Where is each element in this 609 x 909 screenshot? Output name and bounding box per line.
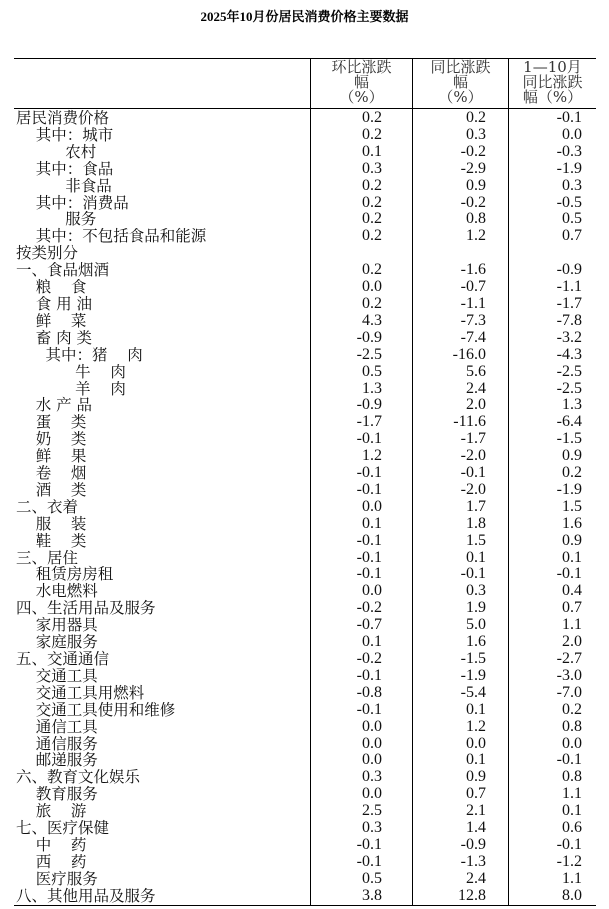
table-row — [14, 195, 596, 212]
row-label: 按类别分 — [16, 244, 79, 263]
table-row — [14, 651, 596, 668]
header-ytd-line: 幅（%） — [522, 88, 583, 106]
ytd-value: 0.7 — [562, 227, 582, 245]
yoy-value: -2.0 — [460, 480, 486, 498]
table-row — [14, 431, 596, 448]
row-label: 鞋 类 — [16, 531, 87, 550]
row-label: 其中：城市 — [16, 125, 114, 144]
row-label: 七、医疗保健 — [16, 819, 110, 838]
yoy-value: 5.0 — [466, 616, 486, 634]
mom-value: 0.2 — [362, 125, 382, 143]
mom-value: 0.2 — [362, 227, 382, 245]
mom-value: 0.0 — [362, 717, 382, 735]
table-row — [14, 414, 596, 431]
yoy-value: 2.4 — [466, 869, 486, 887]
row-label: 农村 — [16, 142, 97, 161]
table-row — [14, 211, 596, 228]
yoy-value: 0.1 — [466, 548, 486, 566]
mom-value: -0.1 — [356, 700, 382, 718]
ytd-value: -1.1 — [556, 278, 582, 296]
table-row — [14, 330, 596, 347]
table-row — [14, 550, 596, 567]
yoy-value: 0.2 — [466, 109, 486, 126]
ytd-value: 1.1 — [562, 869, 582, 887]
row-label: 五、交通通信 — [16, 650, 110, 668]
header-yoy-line: 同比涨跌 — [430, 58, 491, 76]
yoy-value: -2.9 — [460, 159, 486, 177]
yoy-value: 12.8 — [458, 886, 486, 904]
mom-value: -0.8 — [356, 683, 382, 701]
yoy-value: -2.0 — [460, 447, 486, 465]
row-label: 教育服务 — [16, 785, 98, 804]
mom-value: -0.9 — [356, 328, 382, 346]
table-row — [14, 296, 596, 313]
mom-value: -0.1 — [356, 430, 382, 448]
ytd-value: -1.2 — [556, 852, 582, 870]
row-label: 四、生活用品及服务 — [16, 599, 156, 618]
ytd-value: -0.5 — [556, 193, 582, 211]
row-label: 奶 类 — [16, 430, 87, 449]
row-label: 酒 类 — [16, 480, 87, 499]
table-row — [14, 583, 596, 600]
mom-value: -0.9 — [356, 396, 382, 414]
ytd-value: 0.2 — [562, 464, 582, 482]
row-label: 旅 游 — [16, 802, 87, 821]
table-row — [14, 752, 596, 769]
yoy-value: 2.0 — [466, 396, 486, 414]
table-row — [14, 161, 596, 178]
yoy-value: 0.9 — [466, 176, 486, 194]
mom-value: -0.1 — [356, 480, 382, 498]
yoy-value: 0.1 — [466, 751, 486, 769]
ytd-value: -1.7 — [556, 294, 582, 312]
table-row — [14, 178, 596, 195]
yoy-value: -0.1 — [460, 565, 486, 583]
table-row — [14, 245, 596, 262]
row-label: 服 装 — [16, 514, 87, 533]
table-row — [14, 566, 596, 583]
mom-value: -0.1 — [356, 548, 382, 566]
mom-value: 0.3 — [362, 159, 382, 177]
table-row — [14, 110, 596, 127]
table-row — [14, 313, 596, 330]
ytd-value: 8.0 — [562, 886, 582, 904]
row-label: 交通工具用燃料 — [16, 683, 145, 702]
mom-value: -0.1 — [356, 531, 382, 549]
ytd-value: -2.5 — [556, 362, 582, 380]
yoy-value: -1.9 — [460, 666, 486, 684]
ytd-value: 0.0 — [562, 125, 582, 143]
mom-value: -2.5 — [356, 345, 382, 363]
mom-value: -0.1 — [356, 464, 382, 482]
row-label: 牛 肉 — [16, 362, 126, 381]
ytd-value: 0.9 — [562, 531, 582, 549]
mom-value: 0.2 — [362, 210, 382, 228]
row-label: 畜 肉 类 — [16, 328, 93, 347]
table-row — [14, 820, 596, 837]
cpi-table — [14, 58, 596, 906]
mom-value: 3.8 — [362, 886, 382, 904]
yoy-value: 1.8 — [466, 514, 486, 532]
table-row — [14, 279, 596, 296]
header-mom — [311, 60, 412, 105]
yoy-value: -1.7 — [460, 430, 486, 448]
row-label: 通信工具 — [16, 717, 98, 736]
mom-value: 0.0 — [362, 497, 382, 515]
header-yoy — [413, 60, 508, 105]
row-label: 租赁房房租 — [16, 565, 114, 584]
mom-value: 0.0 — [362, 751, 382, 769]
yoy-value: -7.3 — [460, 311, 486, 329]
table-row — [14, 803, 596, 820]
table-row — [14, 482, 596, 499]
ytd-value: 1.6 — [562, 514, 582, 532]
header-yoy-line: 幅 — [452, 73, 468, 91]
ytd-value: 0.9 — [562, 447, 582, 465]
ytd-value: -0.1 — [556, 751, 582, 769]
ytd-value: 0.0 — [562, 734, 582, 752]
mom-value: 0.1 — [362, 142, 382, 160]
mom-value: 0.0 — [362, 278, 382, 296]
yoy-value: 0.3 — [466, 582, 486, 600]
yoy-value: -1.5 — [460, 650, 486, 667]
table-row — [14, 499, 596, 516]
ytd-value: 0.1 — [562, 548, 582, 566]
yoy-value: 1.2 — [466, 717, 486, 735]
ytd-value: -0.3 — [556, 142, 582, 160]
ytd-value: -0.1 — [556, 835, 582, 853]
row-label: 八、其他用品及服务 — [16, 886, 156, 905]
yoy-value: 5.6 — [466, 362, 486, 380]
table-row — [14, 127, 596, 144]
ytd-value: 0.8 — [562, 768, 582, 786]
yoy-value: 1.6 — [466, 633, 486, 651]
table-row — [14, 465, 596, 482]
mom-value: 0.2 — [362, 294, 382, 312]
yoy-value: -0.2 — [460, 142, 486, 160]
yoy-value: -16.0 — [452, 345, 486, 363]
mom-value: 2.5 — [362, 802, 382, 820]
row-label: 居民消费价格 — [16, 109, 110, 127]
yoy-value: -0.7 — [460, 278, 486, 296]
row-label: 交通工具使用和维修 — [16, 700, 176, 719]
ytd-value: 0.6 — [562, 819, 582, 837]
row-label: 其中：食品 — [16, 159, 114, 178]
row-label: 粮 食 — [16, 278, 87, 297]
mom-value: -0.1 — [356, 565, 382, 583]
yoy-value: -0.9 — [460, 835, 486, 853]
row-label: 三、居住 — [16, 548, 79, 567]
ytd-value: -2.7 — [556, 650, 582, 667]
ytd-value: 1.3 — [562, 396, 582, 414]
mom-value: 0.2 — [362, 176, 382, 194]
yoy-value: 1.9 — [466, 599, 486, 617]
row-label: 家用器具 — [16, 616, 98, 635]
mom-value: 1.3 — [362, 379, 382, 397]
row-label: 非食品 — [16, 176, 112, 195]
yoy-value: 2.1 — [466, 802, 486, 820]
yoy-value: 1.7 — [466, 497, 486, 515]
row-label: 其中：不包括食品和能源 — [16, 227, 207, 246]
ytd-value: 0.8 — [562, 717, 582, 735]
table-row — [14, 516, 596, 533]
table-row — [14, 702, 596, 719]
yoy-value: -1.3 — [460, 852, 486, 870]
ytd-value: 2.0 — [562, 633, 582, 651]
page-title: 2025年10月份居民消费价格主要数据 — [200, 9, 409, 24]
mom-value: 0.0 — [362, 785, 382, 803]
mom-value: 0.5 — [362, 869, 382, 887]
row-label: 其中：猪 肉 — [16, 345, 143, 364]
ytd-value: 0.7 — [562, 599, 582, 617]
row-label: 卷 烟 — [16, 464, 87, 483]
row-label: 医疗服务 — [16, 869, 98, 888]
header-mom-line: 环比涨跌 — [331, 58, 392, 76]
yoy-value: -1.6 — [460, 261, 486, 279]
mom-value: 0.3 — [362, 768, 382, 786]
table-row — [14, 685, 596, 702]
table-row — [14, 719, 596, 736]
row-label: 六、教育文化娱乐 — [16, 768, 141, 787]
yoy-value: -5.4 — [460, 683, 486, 701]
yoy-value: 1.2 — [466, 227, 486, 245]
ytd-value: 1.1 — [562, 785, 582, 803]
mom-value: 0.0 — [362, 734, 382, 752]
ytd-value: 0.1 — [562, 802, 582, 820]
row-label: 通信服务 — [16, 734, 98, 753]
mom-value: 0.0 — [362, 582, 382, 600]
ytd-value: 0.5 — [562, 210, 582, 228]
yoy-value: -7.4 — [460, 328, 486, 346]
yoy-value: 0.9 — [466, 768, 486, 786]
row-label: 鲜 果 — [16, 447, 87, 466]
ytd-value: -4.3 — [556, 345, 582, 363]
row-label: 西 药 — [16, 852, 87, 871]
table-row — [14, 448, 596, 465]
mom-value: -0.1 — [356, 835, 382, 853]
table-row — [14, 871, 596, 888]
ytd-value: 0.2 — [562, 700, 582, 718]
yoy-value: -1.1 — [460, 294, 486, 312]
mom-value: 0.2 — [362, 109, 382, 126]
table-row — [14, 617, 596, 634]
ytd-value: 0.3 — [562, 176, 582, 194]
mom-value: -0.2 — [356, 650, 382, 667]
header-ytd-line: 同比涨跌 — [522, 73, 583, 91]
yoy-value: 1.5 — [466, 531, 486, 549]
table-row — [14, 347, 596, 364]
ytd-value: -0.9 — [556, 261, 582, 279]
table-row — [14, 769, 596, 786]
table-row — [14, 786, 596, 803]
table-row — [14, 381, 596, 398]
row-label: 邮递服务 — [16, 751, 98, 770]
row-label: 中 药 — [16, 835, 87, 854]
ytd-value: -6.4 — [556, 413, 582, 431]
yoy-value: -11.6 — [453, 413, 486, 431]
table-row — [14, 364, 596, 381]
table-row — [14, 736, 596, 753]
row-label: 其中：消费品 — [16, 193, 129, 212]
ytd-value: -7.8 — [556, 311, 582, 329]
header-mom-line: （%） — [339, 88, 384, 106]
yoy-value: 2.4 — [466, 379, 486, 397]
mom-value: 0.1 — [362, 633, 382, 651]
row-label: 服务 — [16, 210, 97, 229]
ytd-value: -0.1 — [556, 109, 582, 126]
row-label: 鲜 菜 — [16, 311, 87, 330]
table-row — [14, 397, 596, 414]
mom-value: 1.2 — [362, 447, 382, 465]
mom-value: -0.1 — [356, 852, 382, 870]
row-label: 家庭服务 — [16, 633, 98, 652]
row-label: 水电燃料 — [16, 582, 98, 601]
ytd-value: 1.5 — [562, 497, 582, 515]
yoy-value: -0.1 — [460, 464, 486, 482]
table-row — [14, 854, 596, 871]
yoy-value: 1.4 — [466, 819, 486, 837]
row-label: 水 产 品 — [16, 396, 93, 415]
mom-value: -0.7 — [356, 616, 382, 634]
ytd-value: -1.9 — [556, 159, 582, 177]
mom-value: 0.2 — [362, 193, 382, 211]
ytd-value: -3.0 — [556, 666, 582, 684]
yoy-value: -0.2 — [460, 193, 486, 211]
row-label: 一、食品烟酒 — [16, 261, 110, 280]
row-label: 蛋 类 — [16, 413, 87, 432]
table-row — [14, 533, 596, 550]
ytd-value: -1.5 — [556, 430, 582, 448]
table-row — [14, 600, 596, 617]
mom-value: 0.1 — [362, 514, 382, 532]
table-row — [14, 144, 596, 161]
ytd-value: -0.1 — [556, 565, 582, 583]
mom-value: -0.1 — [356, 666, 382, 684]
mom-value: 0.3 — [362, 819, 382, 837]
header-ytd-line: 1—10月 — [523, 58, 582, 76]
ytd-value: 0.4 — [562, 582, 582, 600]
ytd-value: -7.0 — [556, 683, 582, 701]
yoy-value: 0.3 — [466, 125, 486, 143]
yoy-value: 0.0 — [466, 734, 486, 752]
row-label: 交通工具 — [16, 666, 98, 685]
table-row — [14, 228, 596, 245]
table-row — [14, 888, 596, 905]
mom-value: -1.7 — [356, 413, 382, 431]
yoy-value: 0.7 — [466, 785, 486, 803]
table-row — [14, 262, 596, 279]
row-label: 食 用 油 — [16, 294, 93, 313]
mom-value: -0.2 — [356, 599, 382, 617]
yoy-value: 0.8 — [466, 210, 486, 228]
row-label: 二、衣着 — [16, 497, 79, 516]
mom-value: 0.5 — [362, 362, 382, 380]
ytd-value: 1.1 — [562, 616, 582, 634]
ytd-value: -2.5 — [556, 379, 582, 397]
mom-value: 0.2 — [362, 261, 382, 279]
ytd-value: -3.2 — [556, 328, 582, 346]
table-row — [14, 837, 596, 854]
mom-value: 4.3 — [362, 311, 382, 329]
table-row — [14, 634, 596, 651]
yoy-value: 0.1 — [466, 700, 486, 718]
header-ytd — [509, 60, 596, 105]
row-label: 羊 肉 — [16, 379, 126, 398]
header-mom-line: 幅 — [353, 73, 369, 91]
header-yoy-line: （%） — [438, 88, 483, 106]
table-row — [14, 668, 596, 685]
ytd-value: -1.9 — [556, 480, 582, 498]
table-body — [14, 110, 596, 905]
